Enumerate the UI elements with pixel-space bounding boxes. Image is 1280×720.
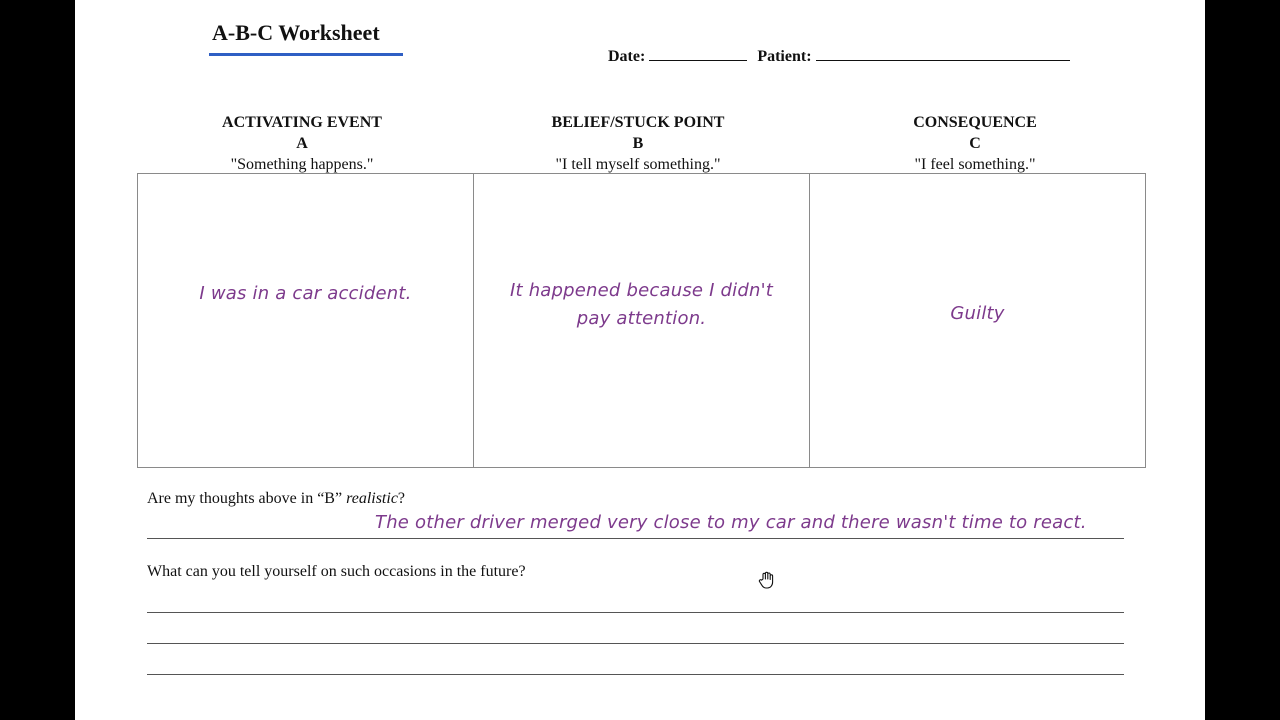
cell-belief[interactable]	[474, 174, 810, 467]
column-header-a	[137, 112, 467, 175]
patient-field[interactable]	[816, 48, 1070, 61]
answer-realistic: The other driver merged very close to my car and there wasn't time to react.	[375, 512, 1087, 533]
page-title: A-B-C Worksheet	[212, 20, 380, 45]
column-letter: A	[296, 135, 308, 152]
hand-pointer-icon	[757, 570, 777, 590]
column-caption: "I tell myself something."	[555, 156, 721, 173]
column-caption: "Something happens."	[230, 156, 374, 173]
answer-line[interactable]	[147, 674, 1124, 675]
answer-line[interactable]	[147, 612, 1124, 613]
date-field[interactable]	[649, 48, 747, 61]
column-letter: B	[632, 135, 644, 152]
entry-b-line1: It happened because I didn't	[510, 280, 773, 301]
cell-activating-event[interactable]	[138, 174, 474, 467]
column-header-c	[810, 112, 1140, 175]
abc-table	[137, 173, 1146, 468]
column-caption: "I feel something."	[914, 156, 1036, 173]
question-1-italic: realistic	[346, 490, 398, 507]
patient-label: Patient:	[757, 48, 812, 65]
entry-b-line2: pay attention.	[576, 308, 707, 329]
question-realistic	[147, 490, 405, 508]
answer-line[interactable]	[147, 643, 1124, 644]
question-1-suffix: ?	[397, 490, 406, 507]
question-1-prefix: Are my thoughts above in “B”	[147, 490, 347, 507]
column-letter: C	[969, 135, 981, 152]
answer-line[interactable]	[147, 538, 1124, 539]
entry-c: Guilty	[950, 303, 1005, 324]
entry-a: I was in a car accident.	[199, 283, 412, 304]
date-label: Date:	[608, 48, 646, 65]
worksheet-page	[75, 0, 1205, 720]
column-heading: CONSEQUENCE	[913, 114, 1037, 131]
title-underline	[209, 53, 403, 56]
column-heading: ACTIVATING EVENT	[222, 114, 382, 131]
cell-consequence[interactable]	[810, 174, 1145, 467]
column-header-b	[473, 112, 803, 175]
column-heading: BELIEF/STUCK POINT	[551, 114, 725, 131]
entry-b	[474, 277, 809, 333]
date-patient-row	[608, 48, 1070, 66]
question-future: What can you tell yourself on such occasions in the future?	[147, 563, 526, 580]
